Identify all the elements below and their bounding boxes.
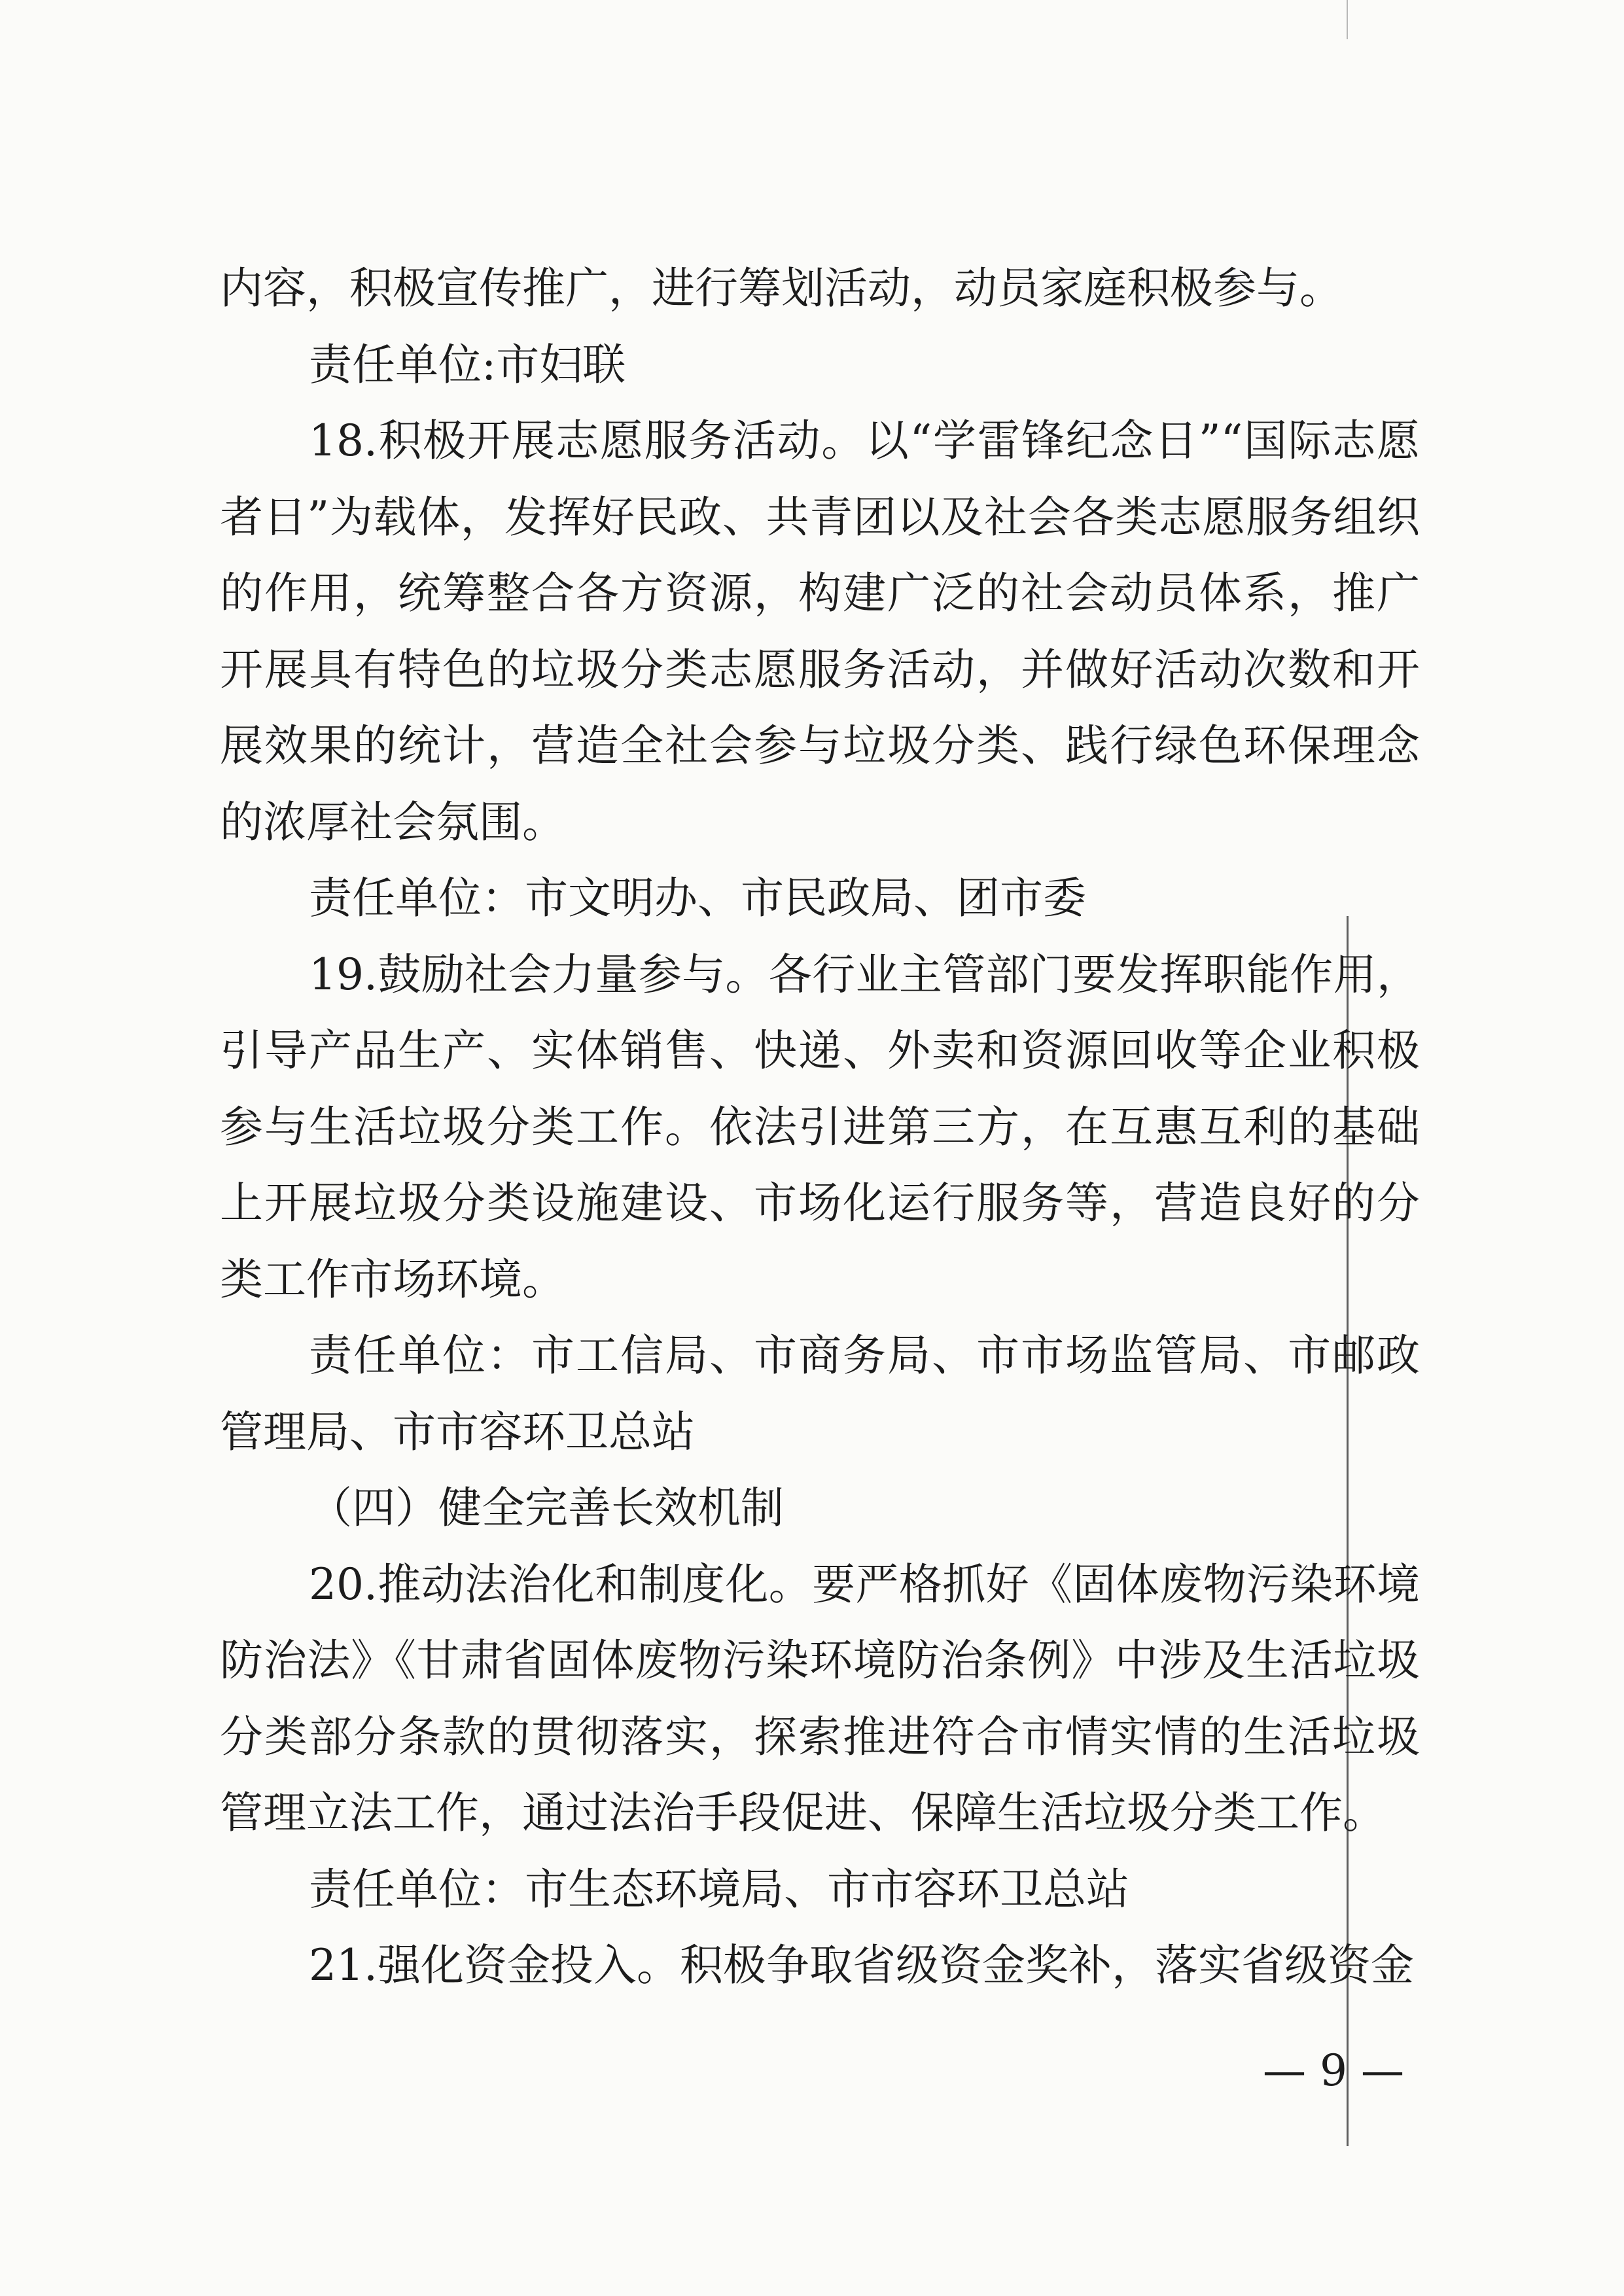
paragraph-item-21: 21.强化资金投入。积极争取省级资金奖补，落实省级资金 xyxy=(309,1940,1414,1990)
paragraph-item-18: 18.积极开展志愿服务活动。以“学雷锋纪念日”“国际志愿者日”为载体，发挥好民政、共青团以及社会各类志愿服务组织的作用，统筹整合各方资源，构建广泛的社会动员体系，推广开展具有特色的垃圾分类志愿服务活动，并做好活动次数和开展效果的统计，营造全社会参与垃圾分类、践行绿色环保理念的浓厚社会氛围。 xyxy=(220,415,1420,847)
responsible-unit: 责任单位：市生态环境局、市市容环卫总站 xyxy=(309,1863,1129,1915)
paragraph-continuation: 内容，积极宣传推广，进行筹划活动，动员家庭积极参与。 xyxy=(220,263,1343,313)
paragraph-item-19: 19.鼓励社会力量参与。各行业主管部门要发挥职能作用，引导产品生产、实体销售、快递、外卖和资源回收等企业积极参与生活垃圾分类工作。依法引进第三方，在互惠互利的基础上开展垃圾分类设施建设、市场化运行服务等，营造良好的分类工作市场环境。 xyxy=(220,949,1420,1305)
paragraph-item-20: 20.推动法治化和制度化。要严格抓好《固体废物污染环境防治法》《甘肃省固体废物污染环境防治条例》中涉及生活垃圾分类部分条款的贯彻落实，探索推进符合市情实情的生活垃圾管理立法工作，通过法治手段促进、保障生活垃圾分类工作。 xyxy=(220,1559,1420,1838)
responsible-unit: 责任单位:市妇联 xyxy=(309,339,626,390)
page-number: — 9 — xyxy=(1263,2045,1404,2096)
binding-mark xyxy=(1347,0,1348,39)
responsible-unit: 责任单位：市工信局、市商务局、市市场监管局、市邮政管理局、市市容环卫总站 xyxy=(220,1330,1420,1457)
section-heading: （四）健全完善长效机制 xyxy=(309,1483,784,1533)
responsible-unit: 责任单位：市文明办、市民政局、团市委 xyxy=(309,873,1086,923)
document-body xyxy=(220,251,1420,2004)
